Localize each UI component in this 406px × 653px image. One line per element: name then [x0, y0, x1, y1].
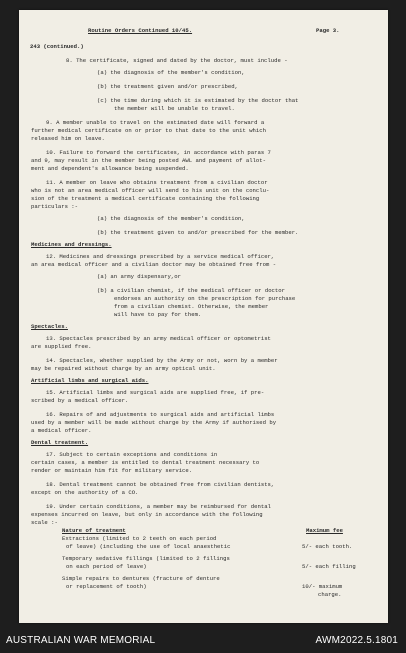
paragraph-line: may be repaired without charge by an army optical unit.	[31, 365, 216, 372]
paragraph-line: a medical officer.	[31, 427, 92, 434]
paragraph-line: 11. A member on leave who obtains treatment from a civilian doctor	[46, 179, 268, 186]
section-heading: Medicines and dressings.	[31, 241, 112, 248]
paragraph-line: 9. A member unable to travel on the estimated date will forward a	[46, 119, 265, 126]
table-header-fee: Maximum fee	[306, 527, 343, 534]
paragraph-line: scribed by a medical officer.	[31, 397, 129, 404]
paragraph-line: who is not an area medical officer will send to his unit on the conclu-	[31, 187, 270, 194]
archive-credit: AUSTRALIAN WAR MEMORIAL	[6, 635, 156, 646]
paragraph-line: from a civilian chemist. Otherwise, the member	[114, 303, 269, 310]
table-cell-fee: charge.	[318, 591, 342, 598]
page-number: Page 3.	[316, 27, 340, 34]
paragraph-line: expenses incurred on leave, but only in accordance with the following	[31, 511, 263, 518]
paragraph-line: scale :-	[31, 519, 58, 526]
paragraph-line: 18. Dental treatment cannot be obtained free from civilian dentists,	[46, 481, 275, 488]
table-cell-treatment: Temporary sedative fillings (limited to 2 fillings	[62, 555, 230, 562]
paragraph-line: 16. Repairs of and adjustments to surgical aids and artificial limbs	[46, 411, 275, 418]
archive-reference: AWM2022.5.1801	[315, 635, 398, 646]
paragraph-line: 12. Medicines and dressings prescribed by a service medical officer,	[46, 253, 275, 260]
paragraph-line: particulars :-	[31, 203, 78, 210]
paragraph-line: 8. The certificate, signed and dated by the doctor, must include -	[66, 57, 288, 64]
paragraph-line: ment and dependent's allowance being suspended.	[31, 165, 189, 172]
paragraph-line: the member will be unable to travel.	[114, 105, 235, 112]
section-heading: Spectacles.	[31, 323, 68, 330]
paragraph-line: 15. Artificial limbs and surgical aids are supplied free, if pre-	[46, 389, 265, 396]
paragraph-line: (b) the treatment given to and/or prescribed for the member.	[97, 229, 299, 236]
table-header-nature: Nature of treatment	[62, 527, 126, 534]
paragraph-line: (b) the treatment given and/or prescribed,	[97, 83, 238, 90]
paragraph-line: 13. Spectacles prescribed by an army medical officer or optometrist	[46, 335, 271, 342]
table-cell-fee: 5/- each filling	[302, 563, 356, 570]
paragraph-line: endorses an authority on the prescription for purchase	[114, 295, 296, 302]
document-page	[19, 10, 388, 623]
table-cell-fee: 5/- each tooth.	[302, 543, 353, 550]
table-cell-treatment: of leave) (including the use of local anaesthetic	[66, 543, 231, 550]
paragraph-line: (a) an army dispensary,or	[97, 273, 181, 280]
continued-label: 243 (continued.)	[30, 43, 84, 50]
paragraph-line: sion of the treatment a medical certificate containing the following	[31, 195, 260, 202]
paragraph-line: (a) the diagnosis of the member's condition,	[97, 215, 245, 222]
paragraph-line: and 9, may result in the member being posted AWL and payment of allot-	[31, 157, 266, 164]
paragraph-line: an area medical officer and a civilian doctor may be obtained free from -	[31, 261, 277, 268]
paragraph-line: 19. Under certain conditions, a member may be reimbursed for dental	[46, 503, 271, 510]
table-cell-treatment: Extractions (limited to 2 teeth on each period	[62, 535, 217, 542]
paragraph-line: will have to pay for them.	[114, 311, 202, 318]
paragraph-line: 14. Spectacles, whether supplied by the Army or not, worn by a member	[46, 357, 278, 364]
paragraph-line: (c) the time during which it is estimated by the doctor that	[97, 97, 299, 104]
paragraph-line: certain cases, a member is entitled to dental treatment necessary to	[31, 459, 260, 466]
paragraph-line: further medical certificate on or prior to that date to the unit which	[31, 127, 266, 134]
table-cell-treatment: or replacement of tooth)	[66, 583, 147, 590]
document-title: Routine Orders Continued 10/45.	[88, 27, 193, 34]
paragraph-line: are supplied free.	[31, 343, 92, 350]
paragraph-line: render or maintain him fit for military service.	[31, 467, 193, 474]
paragraph-line: released him on leave.	[31, 135, 105, 142]
paragraph-line: 17. Subject to certain exceptions and conditions in	[46, 451, 218, 458]
table-cell-treatment: Simple repairs to dentures (fracture of denture	[62, 575, 220, 582]
paragraph-line: (b) a civilian chemist, if the medical officer or doctor	[97, 287, 285, 294]
table-cell-treatment: on each period of leave)	[66, 563, 147, 570]
table-cell-fee: 10/- maximum	[302, 583, 343, 590]
section-heading: Dental treatment.	[31, 439, 89, 446]
paragraph-line: used by a member will be made without charge by the Army if authorised by	[31, 419, 277, 426]
paragraph-line: except on the authority of a CO.	[31, 489, 139, 496]
paragraph-line: 10. Failure to forward the certificates, in accordance with paras 7	[46, 149, 271, 156]
paragraph-line: (a) the diagnosis of the member's condition,	[97, 69, 245, 76]
section-heading: Artificial limbs and surgical aids.	[31, 377, 149, 384]
